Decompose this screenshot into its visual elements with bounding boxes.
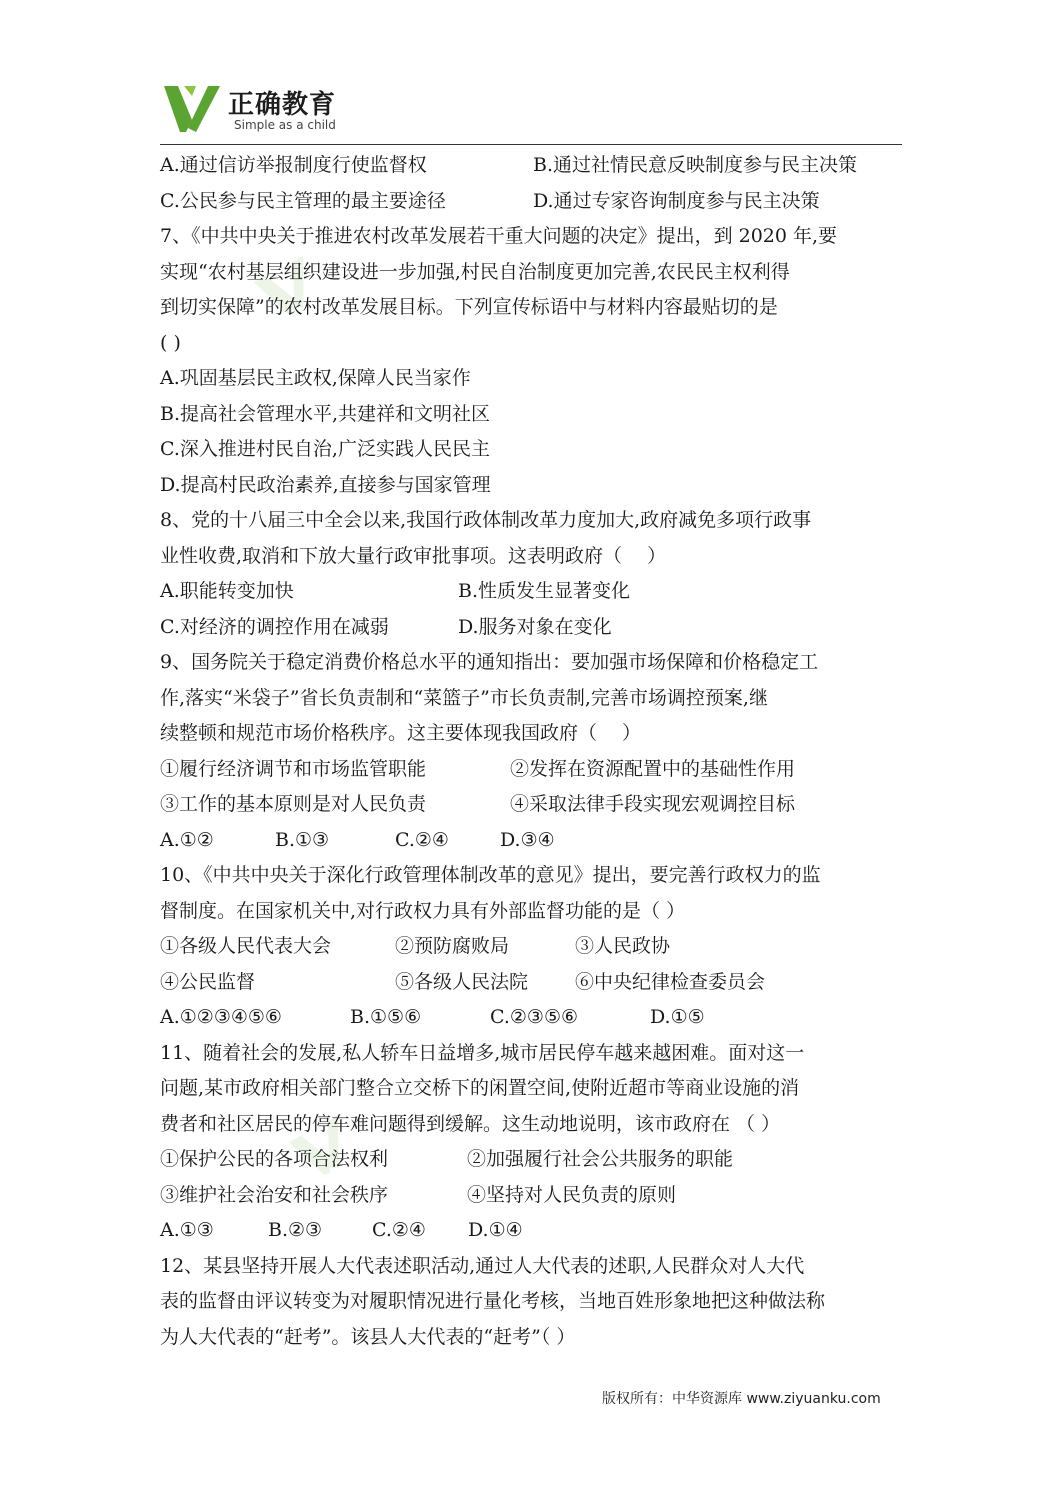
question-7-option-c: C.深入推进村民自治,广泛实践人民民主: [160, 438, 490, 460]
question-12-text: 12、某县坚持开展人大代表述职活动,通过人大代表的述职,人民群众对人大代: [160, 1254, 805, 1277]
question-9-text: 作,落实“米袋子”省长负责制和“菜篮子”市长负责制,完善市场调控预案,继: [160, 686, 768, 709]
answer-b: B.②③: [268, 1219, 323, 1241]
question-7-option-d: D.提高村民政治素养,直接参与国家管理: [160, 473, 491, 496]
question-11-text: 11、随着社会的发展,私人轿车日益增多,城市居民停车越来越困难。面对这一: [160, 1041, 805, 1064]
statement-4: ④公民监督: [160, 970, 256, 993]
question-7-option-b: B.提高社会管理水平,共建祥和文明社区: [160, 402, 491, 425]
question-10-text: 10、《中共中央关于深化行政管理体制改革的意见》提出，要完善行政权力的监: [160, 864, 821, 886]
answer-b: B.①③: [275, 828, 330, 851]
answer-b: B.①⑤⑥: [350, 1006, 422, 1028]
question-7-text: ( ): [160, 331, 181, 354]
answer-d: D.①④: [468, 1219, 523, 1241]
answer-a: A.①③: [160, 1219, 214, 1241]
statement-2: ②发挥在资源配置中的基础性作用: [510, 757, 796, 780]
answer-d: D.①⑤: [650, 1006, 705, 1028]
answer-row: [160, 1000, 902, 1036]
answer-c: C.②④: [395, 828, 449, 851]
answer-row: [160, 823, 902, 859]
option-row: [160, 929, 902, 965]
statement-2: ②预防腐败局: [395, 935, 510, 957]
option-row: [160, 752, 902, 788]
brand-slogan: Simple as a child: [234, 118, 336, 132]
statement-4: ④坚持对人民负责的原则: [467, 1183, 677, 1206]
option-a: A.通过信访举报制度行使监督权: [160, 154, 427, 176]
option-row: [160, 610, 902, 646]
question-10-text: 督制度。在国家机关中,对行政权力具有外部监督功能的是（ ）: [160, 899, 686, 922]
option-row: [160, 1178, 902, 1214]
question-8-option-a: A.职能转变加快: [160, 580, 294, 602]
option-c: C.公民参与民主管理的最主要途径: [160, 189, 446, 212]
question-8-text: 8、党的十八届三中全会以来,我国行政体制改革力度加大,政府减免多项行政事: [160, 509, 812, 531]
question-8-option-d: D.服务对象在变化: [458, 615, 612, 638]
statement-3: ③工作的基本原则是对人民负责: [160, 793, 427, 815]
statement-1: ①履行经济调节和市场监管职能: [160, 757, 427, 780]
copyright-footer: 版权所有：中华资源库 www.ziyuanku.com: [602, 1391, 881, 1407]
question-7-text: 到切实保障”的农村改革发展目标。下列宣传标语中与材料内容最贴切的是: [160, 296, 778, 318]
option-row: [160, 184, 902, 220]
question-11-text: 费者和社区居民的停车难问题得到缓解。这生动地说明，该市政府在 （ ）: [160, 1112, 781, 1135]
question-9-text: 续整顿和规范市场价格秩序。这主要体现我国政府（ ）: [160, 722, 642, 744]
question-8-option-b: B.性质发生显著变化: [458, 580, 631, 602]
option-b: B.通过社情民意反映制度参与民主决策: [533, 154, 858, 176]
question-9-text: 9、国务院关于稳定消费价格总水平的通知指出：要加强市场保障和价格稳定工: [160, 651, 819, 673]
statement-3: ③人民政协: [575, 935, 671, 957]
question-7-text: 实现“农村基层组织建设进一步加强,村民自治制度更加完善,农民民主权利得: [160, 260, 790, 283]
question-7-option-a: A.巩固基层民主政权,保障人民当家作: [160, 367, 471, 389]
statement-3: ③维护社会治安和社会秩序: [160, 1183, 389, 1206]
answer-c: C.②③⑤⑥: [490, 1006, 579, 1028]
question-12-text: 为人大代表的“赶考”。该县人大代表的“赶考”（ ）: [160, 1325, 576, 1348]
answer-row: [160, 1213, 902, 1249]
option-row: [160, 148, 902, 184]
green-v-check-logo-icon: [162, 82, 222, 134]
statement-1: ①保护公民的各项合法权利: [160, 1148, 389, 1170]
answer-a: A.①②③④⑤⑥: [160, 1006, 282, 1028]
exam-content: [160, 148, 902, 1355]
statement-5: ⑤各级人民法院: [395, 970, 529, 993]
question-12-text: 表的监督由评议转变为对履职情况进行量化考核，当地百姓形象地把这种做法称: [160, 1290, 826, 1312]
option-d: D.通过专家咨询制度参与民主决策: [533, 189, 820, 212]
option-row: [160, 574, 902, 610]
answer-a: A.①②: [160, 828, 214, 851]
brand-name: 正确教育: [228, 90, 337, 120]
question-11-text: 问题,某市政府相关部门整合立交桥下的闲置空间,使附近超市等商业设施的消: [160, 1077, 800, 1099]
question-8-text: 业性收费,取消和下放大量行政审批事项。这表明政府（ ）: [160, 544, 667, 567]
statement-4: ④采取法律手段实现宏观调控目标: [510, 793, 796, 815]
option-row: [160, 1142, 902, 1178]
header-divider: [160, 144, 902, 145]
option-row: [160, 787, 902, 823]
answer-d: D.③④: [500, 828, 555, 851]
answer-c: C.②④: [372, 1219, 426, 1241]
statement-2: ②加强履行社会公共服务的职能: [467, 1148, 734, 1170]
question-7-text: 7、《中共中央关于推进农村改革发展若干重大问题的决定》提出，到 2020 年,要: [160, 225, 838, 247]
statement-6: ⑥中央纪律检查委员会: [575, 970, 766, 993]
question-8-option-c: C.对经济的调控作用在减弱: [160, 615, 389, 638]
brand-logo: [162, 78, 362, 138]
statement-1: ①各级人民代表大会: [160, 935, 332, 957]
option-row: [160, 965, 902, 1001]
